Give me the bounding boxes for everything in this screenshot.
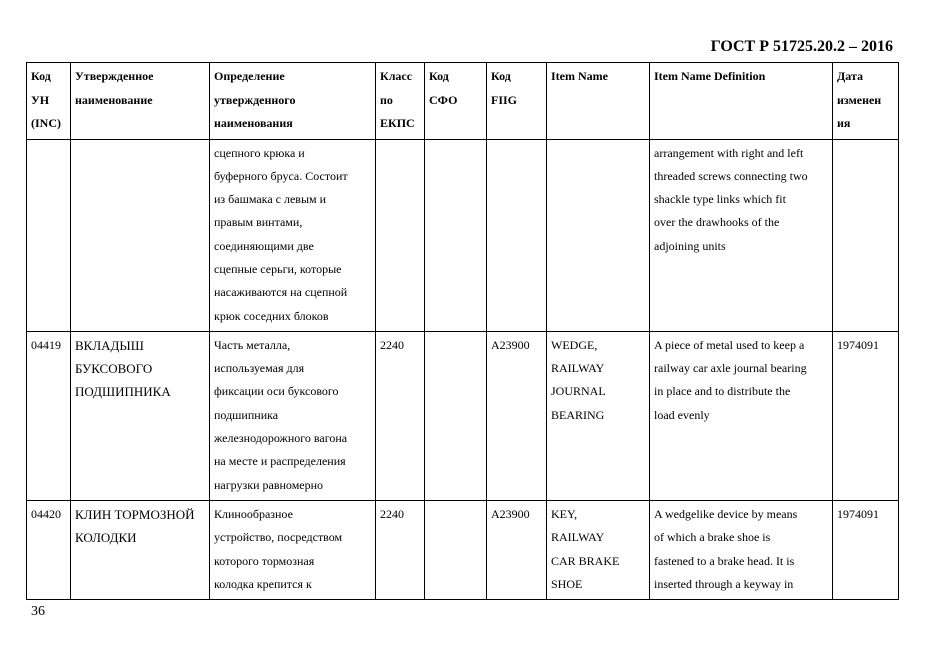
class-cell <box>376 331 425 500</box>
cell-line: CAR BRAKE <box>551 553 620 568</box>
cell-line: BEARING <box>551 407 605 422</box>
cell-line: сцепного крюка и <box>214 145 305 160</box>
date-cell <box>833 331 899 500</box>
cell-line: ПОДШИПНИКА <box>75 384 171 400</box>
approved-name-cell <box>71 139 210 331</box>
cell-line: 04420 <box>31 506 61 521</box>
cell-line: БУКСОВОГО <box>75 361 153 377</box>
cell-line: inserted through a keyway in <box>654 576 794 591</box>
header-item-name <box>547 63 650 140</box>
header-line: FIIG <box>491 92 518 107</box>
header-fiig <box>487 63 547 140</box>
cell-line: RAILWAY <box>551 361 605 376</box>
header-line: Дата <box>837 69 863 83</box>
header-line: ЕКПС <box>380 116 415 130</box>
header-sfo <box>425 63 487 140</box>
cell-line: подшипника <box>214 407 279 422</box>
cell-line: of which a brake shoe is <box>654 530 771 545</box>
header-line: Утвержденное <box>75 69 154 83</box>
header-line: наименование <box>75 92 153 107</box>
date-cell <box>833 139 899 331</box>
item-name-cell <box>547 139 650 331</box>
cell-line: КОЛОДКИ <box>75 530 137 546</box>
cell-line: нагрузки равномерно <box>214 477 324 492</box>
cell-line: arrangement with right and left <box>654 145 804 160</box>
header-approved-name <box>71 63 210 140</box>
cell-line: KEY, <box>551 506 578 521</box>
table-row <box>27 139 899 331</box>
inc-cell <box>27 500 71 599</box>
cell-line: сцепные серьги, которые <box>214 261 342 276</box>
cell-line: adjoining units <box>654 238 726 253</box>
header-date <box>833 63 899 140</box>
approved-name-cell <box>71 331 210 500</box>
item-definition-cell <box>650 331 833 500</box>
cell-line: 04419 <box>31 337 61 352</box>
cell-line: колодка крепится к <box>214 576 312 591</box>
header-line: Код <box>31 69 51 83</box>
item-name-cell <box>547 331 650 500</box>
table-row <box>27 500 899 599</box>
inc-cell <box>27 139 71 331</box>
cell-line: железнодорожного вагона <box>214 431 348 446</box>
header-line: Определение <box>214 69 285 83</box>
cell-line: Часть металла, <box>214 337 291 352</box>
cell-line: буферного бруса. Состоит <box>214 168 348 183</box>
classification-table <box>26 62 899 600</box>
cell-line: Клинообразное <box>214 506 293 521</box>
cell-line: правым винтами, <box>214 215 303 230</box>
header-line: изменен <box>837 92 882 107</box>
cell-line: 2240 <box>380 506 404 521</box>
cell-line: насаживаются на сцепной <box>214 285 348 300</box>
cell-line: устройство, посредством <box>214 530 343 545</box>
cell-line: fastened to a brake head. It is <box>654 553 795 568</box>
header-line: по <box>380 92 393 107</box>
cell-line: ВКЛАДЫШ <box>75 337 144 353</box>
item-definition-cell <box>650 139 833 331</box>
cell-line: A23900 <box>491 506 530 521</box>
header-inc <box>27 63 71 140</box>
definition-cell <box>210 500 376 599</box>
definition-cell <box>210 331 376 500</box>
cell-line: railway car axle journal bearing <box>654 361 807 376</box>
fiig-cell <box>487 331 547 500</box>
fiig-cell <box>487 139 547 331</box>
header-line: наименования <box>214 116 293 130</box>
header-line: утвержденного <box>214 92 296 107</box>
header-class <box>376 63 425 140</box>
definition-cell <box>210 139 376 331</box>
cell-line: 1974091 <box>837 337 879 352</box>
cell-line: 1974091 <box>837 506 879 521</box>
header-definition <box>210 63 376 140</box>
approved-name-cell <box>71 500 210 599</box>
header-line: Код <box>491 69 511 83</box>
document-code: ГОСТ Р 51725.20.2 – 2016 <box>710 38 893 55</box>
header-line: Код <box>429 69 449 83</box>
header-line: Класс <box>380 69 413 83</box>
cell-line: WEDGE, <box>551 337 598 352</box>
table-row <box>27 331 899 500</box>
cell-line: threaded screws connecting two <box>654 168 808 183</box>
sfo-cell <box>425 331 487 500</box>
cell-line: A23900 <box>491 337 530 352</box>
header-line: (INC) <box>31 116 61 130</box>
date-cell <box>833 500 899 599</box>
cell-line: соединяющими две <box>214 238 314 253</box>
cell-line: JOURNAL <box>551 384 606 399</box>
cell-line: over the drawhooks of the <box>654 215 780 230</box>
cell-line: A wedgelike device by means <box>654 506 798 521</box>
cell-line: A piece of metal used to keep a <box>654 337 805 352</box>
header-item-definition <box>650 63 833 140</box>
cell-line: 2240 <box>380 337 404 352</box>
cell-line: фиксации оси буксового <box>214 384 339 399</box>
item-name-cell <box>547 500 650 599</box>
cell-line: которого тормозная <box>214 553 315 568</box>
sfo-cell <box>425 139 487 331</box>
sfo-cell <box>425 500 487 599</box>
cell-line: КЛИН ТОРМОЗНОЙ <box>75 506 195 522</box>
cell-line: крюк соседних блоков <box>214 308 329 323</box>
header-line: Item Name Definition <box>654 69 766 83</box>
header-line: ия <box>837 116 851 130</box>
header-line: УН <box>31 92 50 107</box>
page-number: 36 <box>31 604 45 619</box>
cell-line: SHOE <box>551 576 583 591</box>
inc-cell <box>27 331 71 500</box>
table-header-row <box>27 63 899 140</box>
cell-line: in place and to distribute the <box>654 384 791 399</box>
cell-line: load evenly <box>654 407 710 422</box>
cell-line: shackle type links which fit <box>654 192 786 207</box>
cell-line: используемая для <box>214 361 305 376</box>
header-line: СФО <box>429 92 458 107</box>
class-cell <box>376 500 425 599</box>
item-definition-cell <box>650 500 833 599</box>
header-line: Item Name <box>551 69 608 83</box>
cell-line: на месте и распределения <box>214 454 346 469</box>
class-cell <box>376 139 425 331</box>
cell-line: из башмака с левым и <box>214 192 327 207</box>
cell-line: RAILWAY <box>551 530 605 545</box>
fiig-cell <box>487 500 547 599</box>
